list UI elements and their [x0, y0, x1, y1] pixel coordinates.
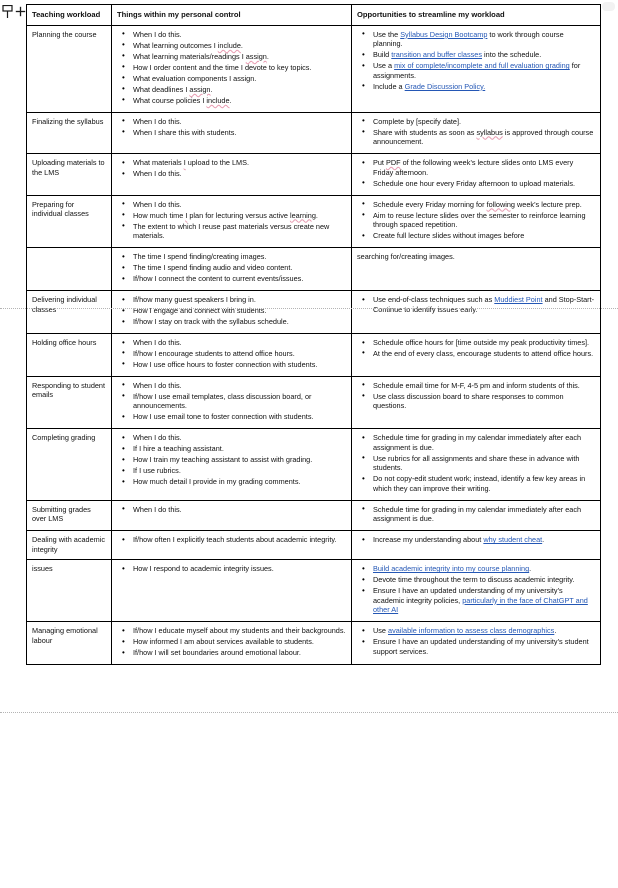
list-item: • How I use email tone to foster connection with students. [133, 412, 346, 421]
control-list [117, 30, 346, 105]
task-cell [27, 195, 112, 247]
link-mix-grading[interactable]: mix of complete/incomplete and full evaluation grading [394, 61, 570, 71]
header-teaching-workload: Teaching workload [27, 5, 112, 26]
list-item: • How I order content and the time I devote to key topics. [133, 63, 346, 72]
list-item: • When I do this. [133, 200, 346, 209]
link-muddiest-point[interactable]: Muddiest Point [494, 295, 543, 305]
table-row [27, 500, 601, 530]
list-item: • The time I spend finding audio and video content. [133, 263, 346, 272]
opportunity-list [357, 505, 595, 524]
table-row [27, 291, 601, 334]
list-item: • Share with students as soon as syllabus is approved through course announcement. [373, 128, 595, 147]
opportunity-list [357, 200, 595, 241]
list-item: • What learning materials/readings I assign. [133, 52, 346, 61]
task-label: Planning the course [32, 29, 97, 39]
control-list [117, 535, 346, 544]
list-item: • The time I spend finding/creating images. [133, 252, 346, 261]
add-column-button[interactable] [15, 6, 26, 17]
task-cell [27, 376, 112, 428]
list-item: • Aim to reuse lecture slides over the semester to reinforce learning through spaced repetition. [373, 211, 595, 230]
list-item: • Include a Grade Discussion Policy. [373, 82, 595, 91]
opportunity-cell [352, 154, 601, 195]
table-row [27, 334, 601, 377]
teaching-workload-table [26, 4, 601, 665]
control-cell [112, 25, 352, 112]
list-item: • Schedule every Friday morning for following week’s lecture prep. [373, 200, 595, 209]
control-list [117, 200, 346, 241]
task-cell [27, 560, 112, 622]
task-label: Responding to student emails [32, 380, 106, 400]
list-item: • If/how I encourage students to attend office hours. [133, 349, 346, 358]
task-label: Uploading materials to the LMS [32, 158, 105, 177]
task-label: Preparing for individual classes [32, 199, 89, 219]
opportunity-cell [352, 429, 601, 500]
task-cell [27, 291, 112, 334]
link-chatgpt-ai[interactable]: particularly in the face of ChatGPT and other AI [373, 595, 588, 615]
list-item: • When I do this. [133, 117, 346, 126]
list-item: • Schedule office hours for [time outside my peak productivity times]. [373, 338, 595, 347]
list-item: • What materials I upload to the LMS. [133, 158, 346, 167]
opportunity-list [357, 30, 595, 91]
list-item: • Use end-of-class techniques such as Muddiest Point and Stop-Start-Continue to identify issues early. [373, 295, 595, 314]
task-label: Delivering individual classes [32, 295, 97, 314]
list-item: • Schedule time for grading in my calendar immediately after each assignment is due. [373, 433, 595, 452]
control-list [117, 564, 346, 573]
link-grade-discussion-policy[interactable]: Grade Discussion Policy. [404, 81, 486, 91]
list-item: • How I engage and connect with students. [133, 306, 346, 315]
list-item: • What learning outcomes I include. [133, 41, 346, 50]
opportunity-list [357, 117, 595, 147]
opportunity-cell [352, 195, 601, 247]
control-list [117, 117, 346, 137]
list-item: • If/how often I explicitly teach students about academic integrity. [133, 535, 346, 544]
control-list [117, 338, 346, 369]
opportunity-continuation-text: searching for/creating images. [357, 252, 455, 262]
header-personal-control: Things within my personal control [112, 5, 352, 26]
link-why-student-cheat[interactable]: why student cheat [483, 535, 543, 545]
control-cell [112, 429, 352, 500]
opportunity-cell [352, 25, 601, 112]
control-cell [112, 334, 352, 377]
table-header-row [27, 5, 601, 26]
header-opportunities: Opportunities to streamline my workload [352, 5, 601, 26]
table-row [27, 429, 601, 500]
control-cell [112, 376, 352, 428]
task-cell [27, 429, 112, 500]
control-cell [112, 560, 352, 622]
control-cell [112, 291, 352, 334]
table-row [27, 154, 601, 195]
list-item: • Use the Syllabus Design Bootcamp to work through course planning. [373, 30, 595, 49]
task-label: Holding office hours [32, 338, 97, 347]
task-cell [27, 531, 112, 560]
list-item: • If/how I will set boundaries around emotional labour. [133, 648, 346, 657]
control-list [117, 158, 346, 178]
task-cell [27, 154, 112, 195]
table-row [27, 622, 601, 665]
table-row [27, 195, 601, 247]
opportunity-list [357, 433, 595, 493]
control-cell [112, 622, 352, 665]
list-item: • Create full lecture slides without images before [373, 231, 595, 240]
opportunity-list [357, 564, 595, 614]
list-item: • If I hire a teaching assistant. [133, 444, 346, 453]
opportunity-cell [352, 500, 601, 530]
task-cell-empty [27, 248, 112, 291]
list-item: • At the end of every class, encourage students to attend office hours. [373, 349, 595, 358]
list-item: • When I do this. [133, 30, 346, 39]
control-cell [112, 195, 352, 247]
list-item: • Build transition and buffer classes into the schedule. [373, 50, 595, 59]
table-row [27, 112, 601, 153]
page-break-marker-2 [0, 712, 618, 713]
control-cell [112, 154, 352, 195]
table-row [27, 560, 601, 622]
list-item: • The extent to which I reuse past materials versus create new materials. [133, 222, 346, 241]
opportunity-cell [352, 334, 601, 377]
opportunity-cell [352, 622, 601, 665]
list-item: • How I respond to academic integrity issues. [133, 564, 346, 573]
opportunity-cell [352, 291, 601, 334]
opportunity-list [357, 338, 595, 358]
task-cell [27, 500, 112, 530]
list-item: • If/how I connect the content to current events/issues. [133, 274, 346, 283]
opportunity-list [357, 381, 595, 411]
list-item: • If I use rubrics. [133, 466, 346, 475]
list-item: • Use class discussion board to share responses to common questions. [373, 392, 595, 411]
control-cell [112, 500, 352, 530]
corner-artifact [602, 2, 615, 11]
list-item: • How much time I plan for lecturing versus active learning. [133, 211, 346, 220]
task-label: Completing grading [32, 433, 96, 443]
task-label: Managing emotional labour [32, 626, 98, 645]
link-build-academic-integrity[interactable]: Build academic integrity into my course planning [373, 564, 530, 574]
control-cell [112, 248, 352, 291]
opportunity-cell [352, 560, 601, 622]
list-item: • Use available information to assess class demographics. [373, 626, 595, 635]
list-item: • If/how many guest speakers I bring in. [133, 295, 346, 304]
opportunity-cell [352, 112, 601, 153]
list-item: • When I share this with students. [133, 128, 346, 137]
list-item: • When I do this. [133, 505, 346, 514]
control-cell [112, 531, 352, 560]
table-row [27, 376, 601, 428]
table-row [27, 248, 601, 291]
control-list [117, 381, 346, 422]
control-list [117, 295, 346, 326]
opportunity-list [357, 626, 595, 656]
list-item: • Build academic integrity into my course planning. [373, 564, 595, 573]
document-gutter [0, 0, 26, 888]
list-item: • Use a mix of complete/incomplete and full evaluation grading for assignments. [373, 61, 595, 80]
list-item: • If/how I use email templates, class discussion board, or announcements. [133, 392, 346, 411]
list-item: • If/how I stay on track with the syllabus schedule. [133, 317, 346, 326]
list-item: • Complete by [specify date]. [373, 117, 595, 126]
list-item: • Schedule time for grading in my calendar immediately after each assignment is due. [373, 505, 595, 524]
link-transition-buffer-classes[interactable]: transition and buffer classes [391, 50, 482, 60]
table-row [27, 25, 601, 112]
list-item: • Ensure I have an updated understanding of my university’s student support services. [373, 637, 595, 656]
list-item: • How informed I am about services available to students. [133, 637, 346, 646]
table-column-handle-icon[interactable] [2, 5, 13, 18]
list-item: • Devote time throughout the term to discuss academic integrity. [373, 575, 595, 584]
list-item: • Schedule one hour every Friday afternoon to upload materials. [373, 179, 595, 188]
list-item: • When I do this. [133, 381, 346, 390]
table-row [27, 531, 601, 560]
task-cell [27, 112, 112, 153]
list-item: • What course policies I include. [133, 96, 346, 105]
task-cell [27, 25, 112, 112]
control-list [117, 626, 346, 657]
control-cell [112, 112, 352, 153]
task-label: Submitting grades over LMS [32, 504, 91, 524]
list-item: • Ensure I have an updated understanding of my university’s academic integrity policies, particularly in the face of ChatGPT and other AI [373, 586, 595, 614]
list-item: • How I use office hours to foster connection with students. [133, 360, 346, 369]
task-label: Dealing with academic integrity [32, 535, 106, 554]
task-label: Finalizing the syllabus [32, 116, 104, 126]
list-item: • Do not copy-edit student work; instead, identify a few key areas in which they can improve their writing. [373, 474, 595, 493]
list-item: • How much detail I provide in my grading comments. [133, 477, 346, 486]
list-item: • When I do this. [133, 433, 346, 442]
list-item: • Use rubrics for all assignments and share these in advance with students. [373, 454, 595, 473]
task-label: issues [32, 564, 53, 574]
link-syllabus-design-bootcamp[interactable]: Syllabus Design Bootcamp [400, 29, 488, 39]
list-item: • If/how I educate myself about my students and their backgrounds. [133, 626, 346, 635]
list-item: • Put PDF of the following week’s lecture slides onto LMS every Friday afternoon. [373, 158, 595, 177]
list-item: • What evaluation components I assign. [133, 74, 346, 83]
control-list [117, 252, 346, 283]
opportunity-list [357, 295, 595, 314]
list-item: • What deadlines I assign. [133, 85, 346, 94]
list-item: • Schedule email time for M-F, 4-5 pm and inform students of this. [373, 381, 595, 390]
opportunity-list [357, 535, 595, 544]
control-list [117, 433, 346, 486]
list-item: • When I do this. [133, 169, 346, 178]
list-item: • When I do this. [133, 338, 346, 347]
list-item: • How I train my teaching assistant to assist with grading. [133, 455, 346, 464]
opportunity-cell [352, 248, 601, 291]
task-cell [27, 334, 112, 377]
opportunity-list [357, 158, 595, 188]
opportunity-cell [352, 376, 601, 428]
link-assess-class-demographics[interactable]: available information to assess class demographics [388, 626, 555, 636]
control-list [117, 505, 346, 514]
opportunity-cell [352, 531, 601, 560]
list-item: • Increase my understanding about why student cheat. [373, 535, 595, 544]
task-cell [27, 622, 112, 665]
